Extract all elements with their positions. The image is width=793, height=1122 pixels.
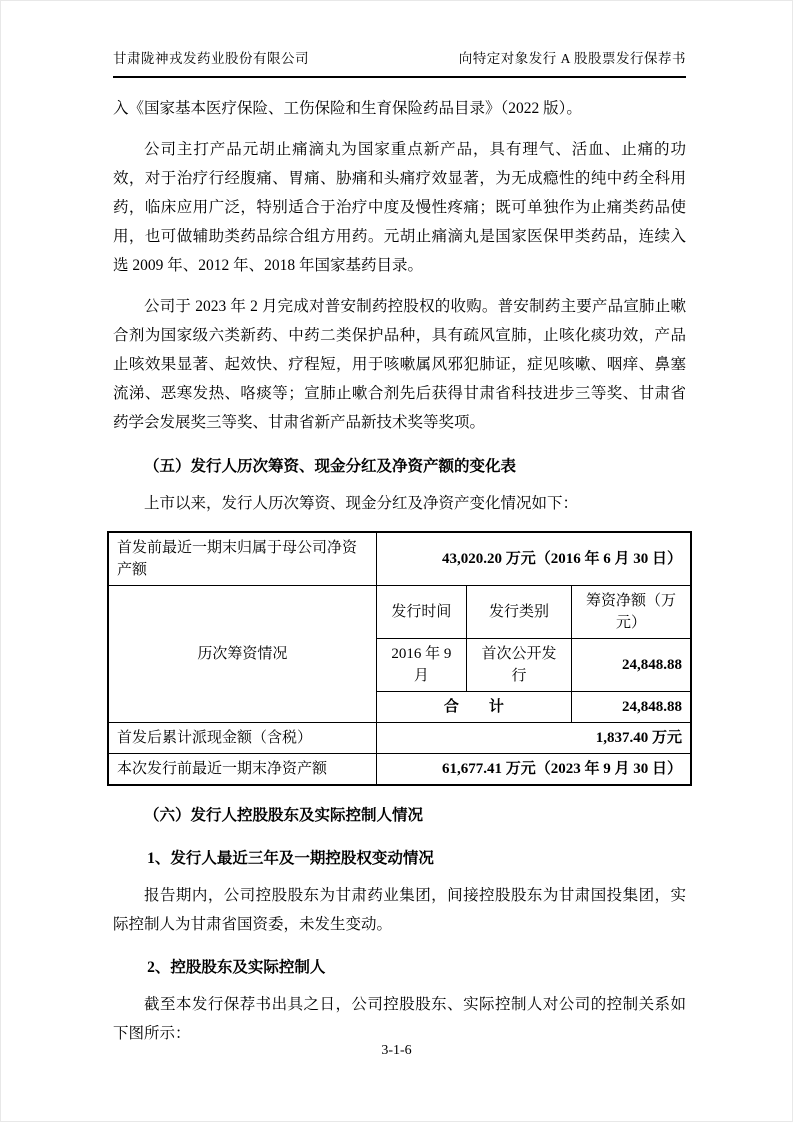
paragraph-puan-acquisition: 公司于 2023 年 2 月完成对普安制药控股权的收购。普安制药主要产品宣肺止嗽合剂为国家级六类新药、中药二类保护品种，具有疏风宣肺，止咳化痰功效，产品止咳效果显著、起效快、疗程短，用于咳嗽属风邪犯肺证，症见咳嗽、咽痒、鼻塞流涕、恶寒发热、咯痰等；宣肺止嗽合剂先后获得甘肃省科技进步三等奖、甘肃省药学会发展奖三等奖、甘肃省新产品新技术奖等奖项。 (113, 298, 686, 431)
cell-col-header-type: 发行类别 (467, 586, 572, 639)
cell-ipo-time: 2016 年 9 月 (376, 639, 466, 692)
cell-col-header-time: 发行时间 (376, 586, 466, 639)
section-heading-6: （六）发行人控股股东及实际控制人情况 (144, 807, 424, 824)
cell-ipo-type: 首次公开发行 (467, 639, 572, 692)
paragraph-table-intro: 上市以来，发行人历次筹资、现金分红及净资产变化情况如下： (144, 495, 579, 512)
table-row-financing-header (108, 586, 691, 639)
page-header (113, 47, 686, 78)
page-number: 3-1-6 (381, 1043, 412, 1058)
cell-total-amount: 24,848.88 (571, 692, 691, 723)
subsection-heading-1: 1、发行人最近三年及一期控股权变动情况 (147, 850, 434, 867)
paragraph-controlling-change: 报告期内，公司控股股东为甘肃药业集团，间接控股股东为甘肃国投集团，实际控制人为甘肃省国资委，未发生变动。 (113, 887, 686, 933)
table-row-current-net-assets (108, 754, 691, 786)
cell-pre-ipo-label: 首发前最近一期末归属于母公司净资产额 (108, 532, 376, 586)
page-content (113, 94, 686, 1048)
table-row-dividend (108, 723, 691, 754)
financing-table (107, 531, 692, 786)
cell-current-net-label: 本次发行前最近一期末净资产额 (108, 754, 376, 786)
cell-dividend-label: 首发后累计派现金额（含税） (108, 723, 376, 754)
cell-ipo-amount: 24,848.88 (571, 639, 691, 692)
subsection-heading-2: 2、控股股东及实际控制人 (147, 959, 326, 976)
header-company-name: 甘肃陇神戎发药业股份有限公司 (113, 51, 309, 66)
paragraph-catalog-continuation: 入《国家基本医疗保险、工伤保险和生育保险药品目录》（2022 版）。 (113, 100, 582, 117)
cell-total-label: 合 计 (376, 692, 571, 723)
cell-pre-ipo-value: 43,020.20 万元（2016 年 6 月 30 日） (376, 532, 691, 586)
header-doc-title: 向特定对象发行 A 股股票发行保荐书 (458, 51, 686, 66)
cell-dividend-value: 1,837.40 万元 (376, 723, 691, 754)
table-row-pre-ipo-net-assets (108, 532, 691, 586)
paragraph-control-relationship: 截至本发行保荐书出具之日，公司控股股东、实际控制人对公司的控制关系如下图所示： (113, 996, 686, 1042)
cell-col-header-amount: 筹资净额（万元） (571, 586, 691, 639)
cell-current-net-value: 61,677.41 万元（2023 年 9 月 30 日） (376, 754, 691, 786)
section-heading-5: （五）发行人历次筹资、现金分红及净资产额的变化表 (144, 458, 517, 475)
paragraph-main-product: 公司主打产品元胡止痛滴丸为国家重点新产品，具有理气、活血、止痛的功效，对于治疗行经腹痛、胃痛、胁痛和头痛疗效显著，为无成瘾性的纯中药全科用药，临床应用广泛，特别适合于治疗中度及慢性疼痛；既可单独作为止痛类药品使用，也可做辅助类药品综合组方用药。元胡止痛滴丸是国家医保甲类药品，连续入选 2009 年、2012 年、2018 年国家基药目录。 (113, 141, 686, 274)
cell-financing-history-label: 历次筹资情况 (108, 586, 376, 723)
